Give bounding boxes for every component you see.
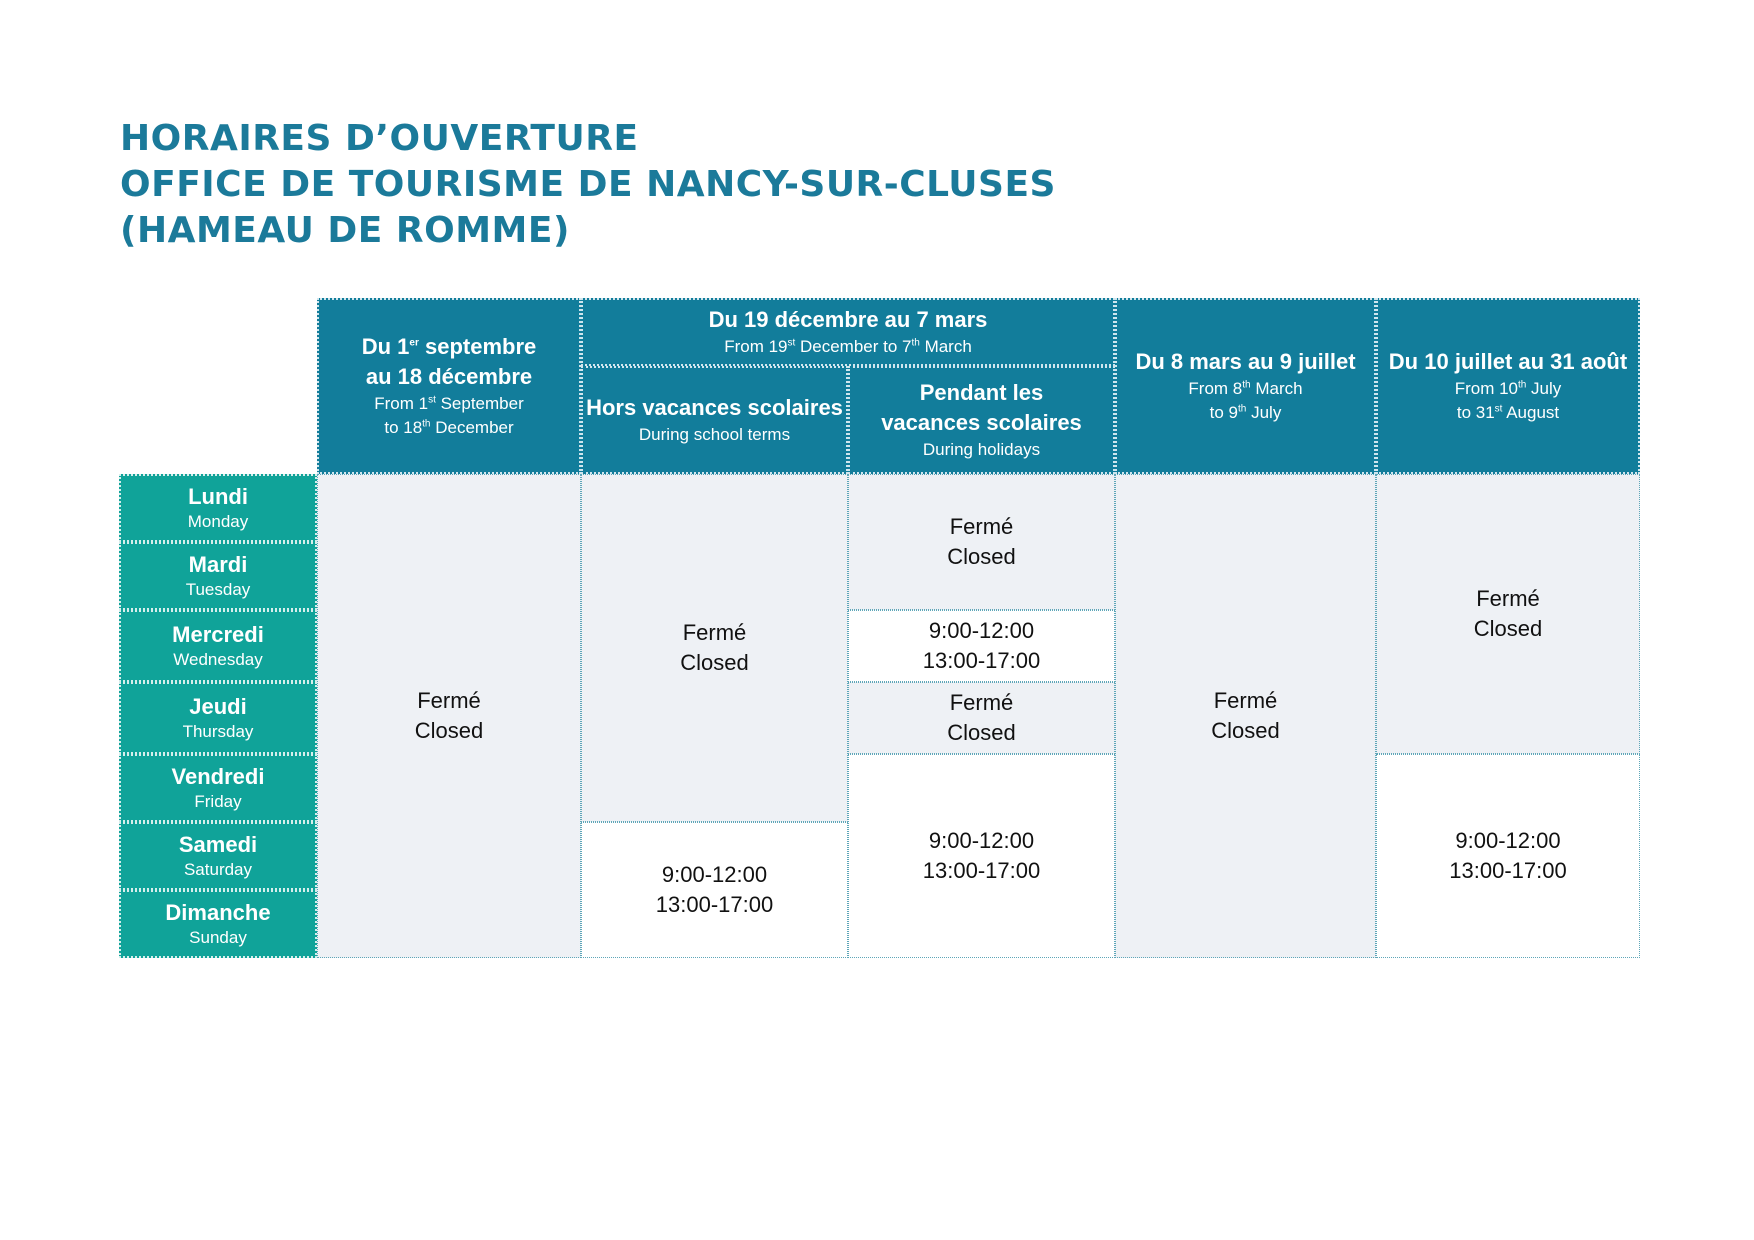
hours-cell-jul-aug-mon-thu — [1376, 474, 1640, 754]
header-col-jul-aug-fr: Du 10 juillet au 31 août — [1388, 349, 1628, 374]
hours-text-en: Closed — [947, 720, 1016, 745]
header-col-sept-dec-en-2: to 18th December — [384, 418, 514, 437]
hours-text-en: Closed — [1473, 616, 1543, 641]
day-row-friday — [119, 754, 317, 822]
hours-text-morning: 9:00-12:00 — [1455, 828, 1561, 853]
day-row-tuesday — [119, 542, 317, 610]
hours-text-morning: 9:00-12:00 — [928, 618, 1035, 643]
day-row-thursday — [119, 682, 317, 754]
day-row-sunday — [119, 890, 317, 958]
hours-text-en: Closed — [1211, 718, 1280, 743]
day-label-fr: Mercredi — [172, 621, 264, 647]
hours-text-afternoon: 13:00-17:00 — [1449, 858, 1567, 883]
hours-text-fr: Fermé — [949, 514, 1014, 539]
hours-cell-holidays-mon-tue — [848, 474, 1115, 610]
title-line-3: (HAMEAU DE ROMME) — [120, 210, 570, 251]
header-col-sept-dec-fr-2: au 18 décembre — [365, 364, 533, 389]
header-col-jul-aug-en-1: From 10th July — [1454, 379, 1562, 398]
hours-text-fr: Fermé — [682, 620, 747, 645]
hours-text-fr: Fermé — [1476, 586, 1540, 611]
header-group-dec-mar — [581, 298, 1115, 366]
header-col-sept-dec — [317, 298, 581, 474]
hours-text-afternoon: 13:00-17:00 — [655, 892, 774, 917]
header-col-sept-dec-fr-1: Du 1er septembre — [361, 334, 537, 359]
day-row-monday — [119, 474, 317, 542]
header-col-jul-aug — [1376, 298, 1640, 474]
header-subcol-holidays-fr-2: vacances scolaires — [881, 410, 1082, 435]
day-label-en: Thursday — [182, 721, 254, 741]
day-label-fr: Lundi — [188, 483, 248, 509]
hours-cell-sept-dec-all-days — [317, 474, 581, 958]
hours-text-en: Closed — [947, 544, 1016, 569]
title-line-1: HORAIRES D’OUVERTURE — [120, 118, 639, 159]
hours-text-en: Closed — [414, 718, 484, 743]
hours-cell-holidays-wed — [848, 610, 1115, 682]
hours-text-en: Closed — [680, 650, 749, 675]
day-label-fr: Samedi — [178, 831, 258, 857]
header-col-mar-jul-en-1: From 8th March — [1188, 379, 1303, 398]
header-col-sept-dec-en-1: From 1st September — [374, 394, 524, 413]
header-col-mar-jul — [1115, 298, 1376, 474]
day-label-fr: Jeudi — [189, 693, 247, 719]
hours-text-afternoon: 13:00-17:00 — [922, 858, 1041, 883]
hours-text-fr: Fermé — [1213, 688, 1278, 713]
header-col-mar-jul-fr: Du 8 mars au 9 juillet — [1135, 349, 1356, 374]
hours-cell-school-terms-mon-fri — [581, 474, 848, 822]
day-label-fr: Dimanche — [165, 899, 271, 925]
day-label-fr: Mardi — [188, 551, 248, 577]
day-label-en: Sunday — [189, 927, 247, 947]
hours-text-afternoon: 13:00-17:00 — [922, 648, 1041, 673]
hours-cell-holidays-thu — [848, 682, 1115, 754]
day-row-saturday — [119, 822, 317, 890]
day-label-en: Tuesday — [185, 579, 251, 599]
page-title — [120, 116, 1056, 254]
hours-text-morning: 9:00-12:00 — [661, 862, 768, 887]
header-subcol-school-terms-fr: Hors vacances scolaires — [586, 395, 843, 420]
hours-text-morning: 9:00-12:00 — [928, 828, 1035, 853]
day-label-en: Wednesday — [173, 649, 263, 669]
header-group-dec-mar-en: From 19st December to 7th March — [724, 337, 972, 356]
header-subcol-school-terms — [581, 366, 848, 474]
day-label-en: Saturday — [183, 859, 253, 879]
hours-text-fr: Fermé — [417, 688, 481, 713]
hours-cell-school-terms-sat-sun — [581, 822, 848, 958]
day-row-wednesday — [119, 610, 317, 682]
header-subcol-holidays — [848, 366, 1115, 474]
hours-cell-jul-aug-fri-sun — [1376, 754, 1640, 958]
hours-cell-mar-jul-all-days — [1115, 474, 1376, 958]
header-subcol-school-terms-en: During school terms — [638, 425, 791, 444]
hours-cell-holidays-fri-sun — [848, 754, 1115, 958]
title-line-2: OFFICE DE TOURISME DE NANCY-SUR-CLUSES — [120, 164, 1056, 205]
header-subcol-holidays-en: During holidays — [922, 440, 1041, 459]
header-subcol-holidays-fr-1: Pendant les — [919, 380, 1044, 405]
day-label-fr: Vendredi — [171, 763, 265, 789]
header-col-mar-jul-en-2: to 9th July — [1209, 403, 1282, 422]
hours-text-fr: Fermé — [949, 690, 1014, 715]
day-label-en: Friday — [194, 791, 242, 811]
day-label-en: Monday — [187, 511, 249, 531]
header-group-dec-mar-fr: Du 19 décembre au 7 mars — [708, 307, 988, 332]
header-col-jul-aug-en-2: to 31st August — [1456, 403, 1560, 422]
